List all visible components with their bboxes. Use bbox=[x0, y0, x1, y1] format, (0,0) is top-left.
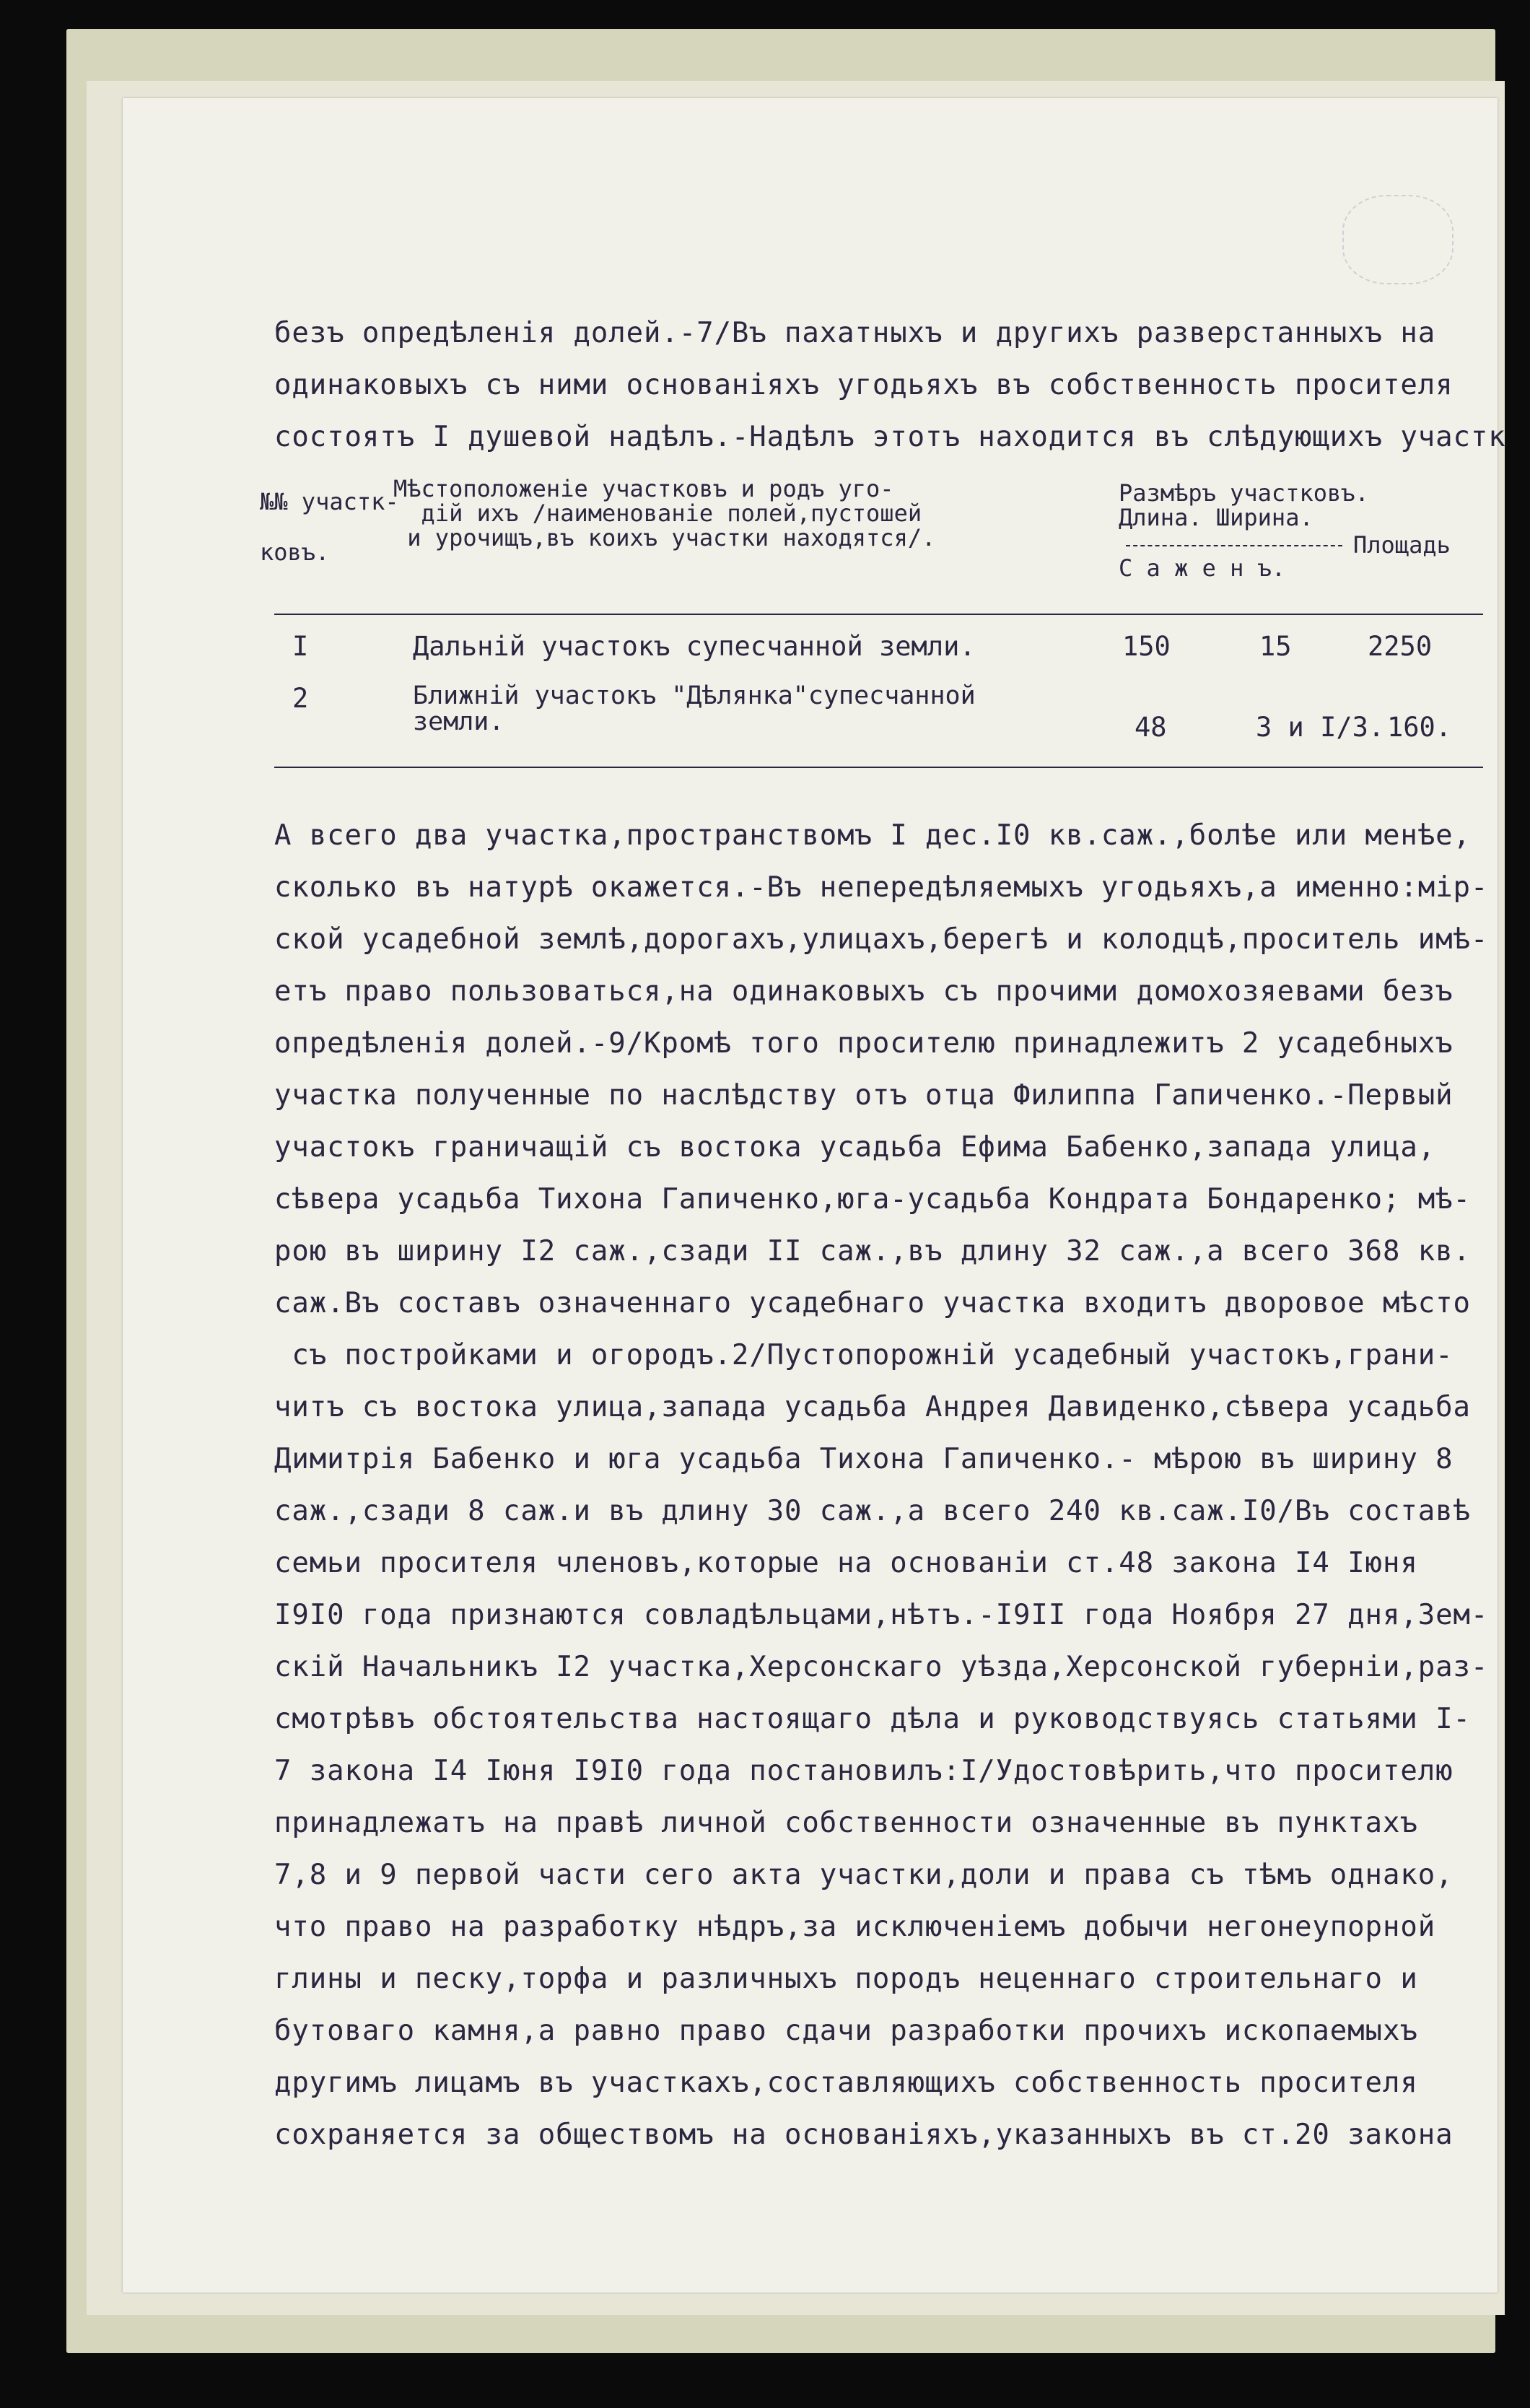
text-line: А всего два участка,пространствомъ I дес.I0 кв.саж.,болѣе или менѣе, bbox=[274, 819, 1471, 852]
text-line: читъ съ востока улица,запада усадьба Андрея Давиденко,сѣвера усадьба bbox=[274, 1391, 1471, 1423]
row-length: 48 bbox=[1135, 712, 1167, 743]
text-line: I9I0 года признаются совладѣльцами,нѣтъ.-I9II года Ноября 27 дня,Зем- bbox=[274, 1599, 1489, 1631]
text-line: сѣвера усадьба Тихона Гапиченко,юга-усадьба Кондрата Бондаренко; мѣ- bbox=[274, 1183, 1471, 1216]
table-header-units: С а ж е н ъ. bbox=[1119, 554, 1286, 582]
text-line: опредѣленія долей.-9/Кромѣ того просителю принадлежитъ 2 усадебныхъ bbox=[274, 1027, 1454, 1060]
row-description: Ближній участокъ "Дѣлянка"супесчанной земли. bbox=[413, 681, 976, 736]
text-line: глины и песку,торфа и различныхъ породъ неценнаго строительнаго и bbox=[274, 1963, 1418, 1995]
row-area: 160. bbox=[1387, 712, 1452, 743]
text-line: что право на разработку нѣдръ,за исключеніемъ добычи негонеупорной bbox=[274, 1911, 1436, 1943]
text-line: саж.Въ составъ означеннаго усадебнаго участка входитъ дворовое мѣсто bbox=[274, 1287, 1471, 1319]
text-line: сохраняется за обществомъ на основаніяхъ,указанныхъ въ ст.20 закона bbox=[274, 2119, 1454, 2151]
table-header-size: Размѣръ участковъ. Длина. Ширина. bbox=[1119, 479, 1369, 531]
row-number: 2 bbox=[292, 683, 309, 714]
faded-stamp bbox=[1342, 195, 1454, 284]
text-line: съ постройками и огородъ.2/Пустопорожній усадебный участокъ,грани- bbox=[274, 1339, 1454, 1371]
text-line: участка полученные по наслѣдству отъ отца Филиппа Гапиченко.-Первый bbox=[274, 1079, 1454, 1112]
row-width: 3 и I/3. bbox=[1256, 712, 1385, 743]
text-line: смотрѣвъ обстоятельства настоящаго дѣла и руководствуясь статьями I- bbox=[274, 1703, 1471, 1735]
row-length: 150 bbox=[1122, 631, 1171, 662]
text-line: безъ опредѣленія долей.-7/Въ пахатныхъ и другихъ разверстанныхъ на bbox=[274, 317, 1436, 349]
text-line: семьи просителя членовъ,которые на основаніи ст.48 закона I4 Іюня bbox=[274, 1547, 1418, 1579]
text-line: ской усадебной землѣ,дорогахъ,улицахъ,берегѣ и колодцѣ,проситель имѣ- bbox=[274, 923, 1489, 956]
table-header-area: Площадь bbox=[1353, 531, 1451, 559]
row-number: I bbox=[292, 631, 309, 662]
text-line: состоятъ I душевой надѣлъ.-Надѣлъ этотъ находится въ слѣдующихъ участк bbox=[274, 421, 1506, 453]
header-dash-line bbox=[1126, 545, 1342, 546]
text-line: одинаковыхъ съ ними основаніяхъ угодьяхъ въ собственность просителя bbox=[274, 369, 1454, 401]
text-line: участокъ граничащій съ востока усадьба Ефима Бабенко,запада улица, bbox=[274, 1131, 1436, 1164]
table-top-rule bbox=[274, 614, 1483, 615]
text-line: бутоваго камня,а равно право сдачи разработки прочихъ ископаемыхъ bbox=[274, 2015, 1418, 2047]
table-header-number: №№ участк- ковъ. bbox=[260, 488, 399, 566]
text-line: саж.,сзади 8 саж.и въ длину 30 саж.,а всего 240 кв.саж.I0/Въ составѣ bbox=[274, 1495, 1471, 1527]
text-line: Димитрія Бабенко и юга усадьба Тихона Гапиченко.- мѣрою въ ширину 8 bbox=[274, 1443, 1454, 1475]
text-line: етъ право пользоваться,на одинаковыхъ съ прочими домохозяевами безъ bbox=[274, 975, 1454, 1008]
text-line: сколько въ натурѣ окажется.-Въ непередѣляемыхъ угодьяхъ,а именно:мір- bbox=[274, 871, 1489, 904]
row-area: 2250 bbox=[1368, 631, 1433, 662]
row-width: 15 bbox=[1259, 631, 1292, 662]
text-line: рою въ ширину I2 саж.,сзади II саж.,въ длину 32 саж.,а всего 368 кв. bbox=[274, 1235, 1471, 1268]
text-line: 7,8 и 9 первой части сего акта участки,доли и права съ тѣмъ однако, bbox=[274, 1859, 1454, 1891]
text-line: скій Начальникъ I2 участка,Херсонскаго уѣзда,Херсонской губерніи,раз- bbox=[274, 1651, 1489, 1683]
table-bottom-rule bbox=[274, 767, 1483, 768]
text-line: принадлежатъ на правѣ личной собственности означенные въ пунктахъ bbox=[274, 1807, 1418, 1839]
table-header-location: Мѣстоположеніе участковъ и родъ уго- дій ихъ /наименованіе полей,пустошей и урочищъ,въ коихъ участки находятся/. bbox=[393, 475, 936, 551]
text-line: другимъ лицамъ въ участкахъ,составляющихъ собственность просителя bbox=[274, 2067, 1418, 2099]
text-line: 7 закона I4 Іюня I9I0 года постановилъ:I/Удостовѣрить,что просителю bbox=[274, 1755, 1454, 1787]
row-description: Дальній участокъ супесчанной земли. bbox=[413, 631, 976, 662]
